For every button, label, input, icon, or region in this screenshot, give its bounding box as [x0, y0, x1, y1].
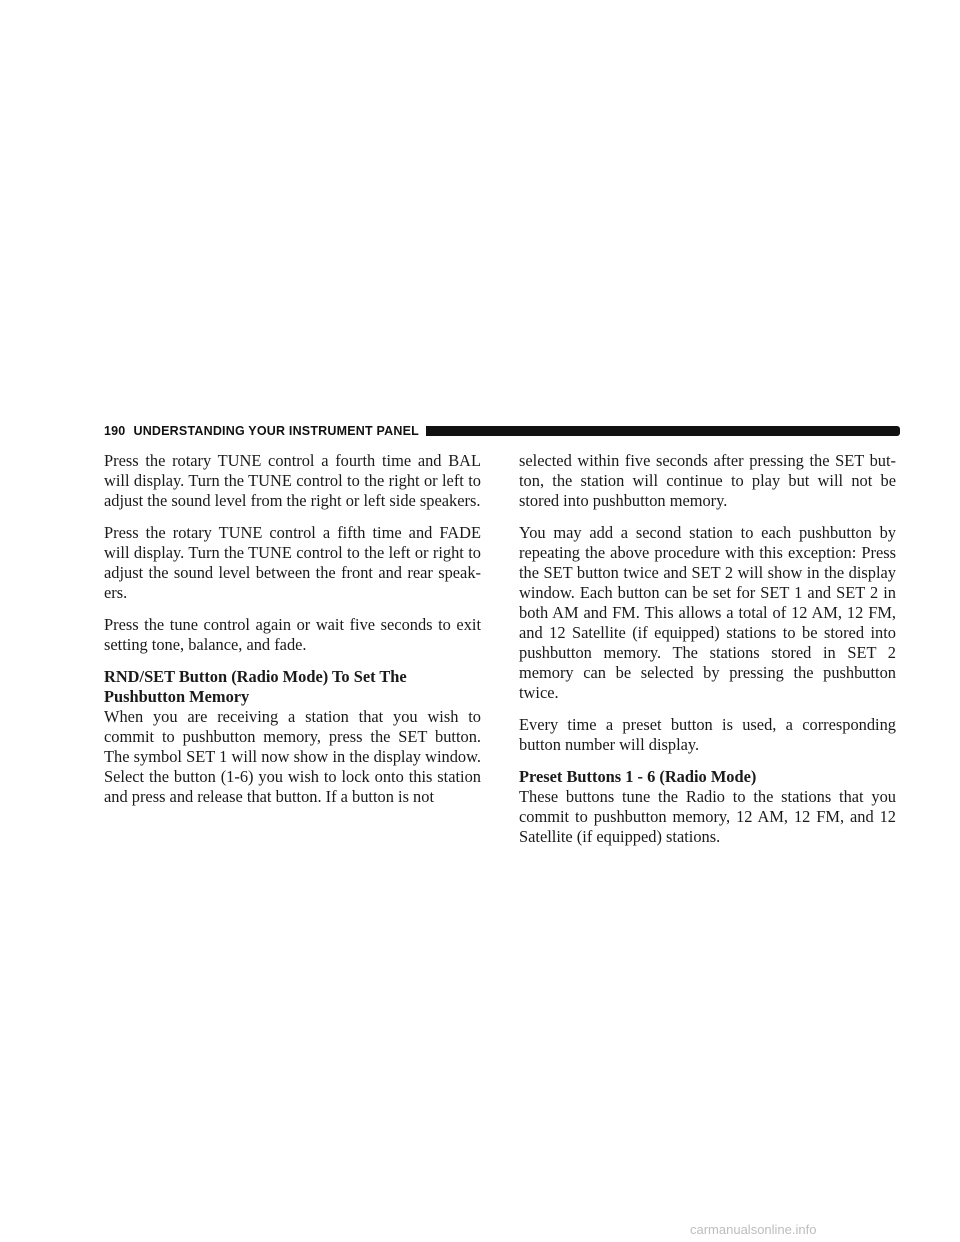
right-column	[519, 451, 896, 859]
page-header	[104, 423, 900, 439]
section-title: UNDERSTANDING YOUR INSTRUMENT PANEL	[133, 424, 419, 438]
paragraph-fade: Press the rotary TUNE control a fifth time and FADE will display. Turn the TUNE control to the left or right to adjust the sound level between the front and rear speakers.	[104, 523, 481, 602]
heading-rnd-set-button: RND/SET Button (Radio Mode) To Set The Pushbutton Memory	[104, 667, 407, 706]
paragraph-preset-display: Every time a preset button is used, a corresponding button number will display.	[519, 715, 896, 754]
watermark: carmanualsonline.info	[690, 1222, 817, 1237]
paragraph-second-station: You may add a second station to each pushbutton by repeating the above procedure with this exception: Press the SET button twice and SET 2 will show in the display window. Each button can be set for SET 1 and SET 2 in both AM and FM. This allows a total of 12 AM, 12 FM, and 12 Satellite (if equipped) stations to be stored into pushbutton memory. The stations stored in SET 2 memory can be selected by pressing the pushbutton twice.	[519, 523, 896, 702]
paragraph-preset-tune: These buttons tune the Radio to the stations that you commit to pushbutton memory, 12 AM, 12 FM, and 12 Satellite (if equipped) stations.	[519, 787, 896, 846]
paragraph-timeout: selected within five seconds after pressing the SET button, the station will continue to play but will not be stored into pushbutton memory.	[519, 451, 896, 510]
left-column	[104, 451, 481, 819]
page-number: 190	[104, 424, 126, 438]
paragraph-exit: Press the tune control again or wait five seconds to exit setting tone, balance, and fade.	[104, 615, 481, 654]
header-rule	[426, 426, 900, 436]
paragraph-set-memory: When you are receiving a station that you wish to commit to pushbutton memory, press the SET button. The symbol SET 1 will now show in the display window. Select the button (1-6) you wish to lock onto this station and press and release that button. If a button is not	[104, 707, 481, 806]
paragraph-bal: Press the rotary TUNE control a fourth time and BAL will display. Turn the TUNE control to the right or left to adjust the sound level from the right or left side speakers.	[104, 451, 481, 510]
heading-preset-buttons: Preset Buttons 1 - 6 (Radio Mode)	[519, 767, 757, 786]
